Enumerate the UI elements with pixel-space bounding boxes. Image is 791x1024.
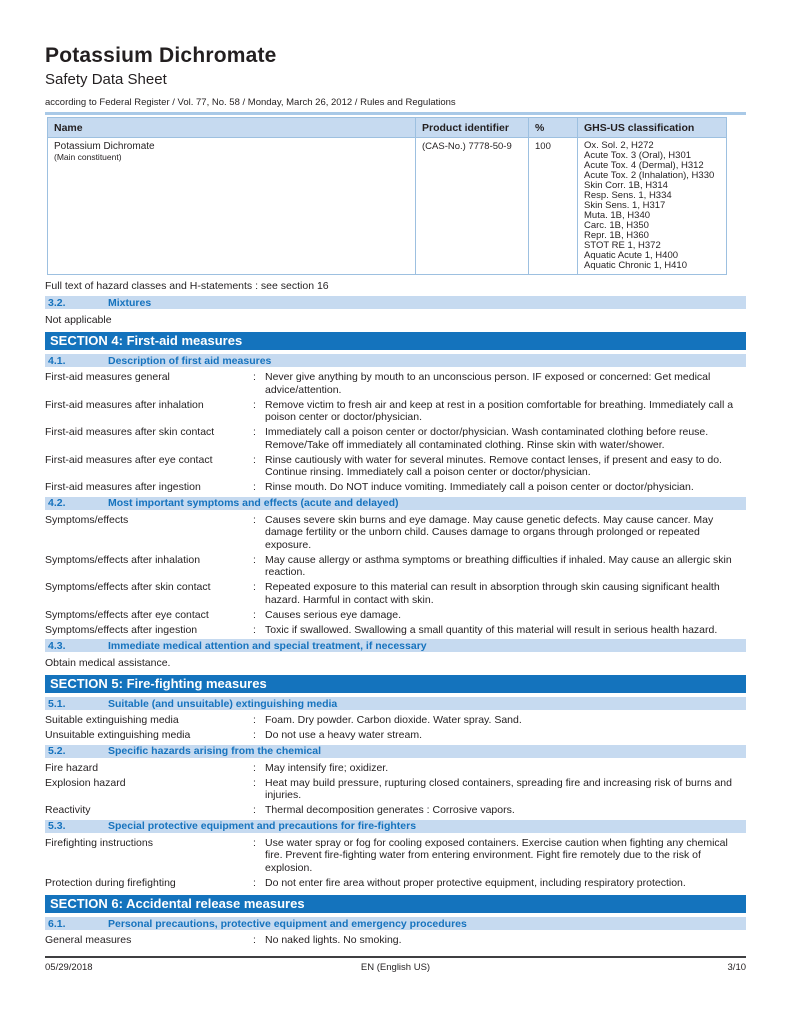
subsection-4-1 (45, 354, 746, 367)
field-row-first-aid-inhalation (45, 399, 746, 424)
field-value: Remove victim to fresh air and keep at rest in a position comfortable for breathing. Immediately call a poison center or doctor/physician. (265, 398, 734, 423)
field-label: Reactivity (45, 804, 91, 816)
field-value: Thermal decomposition generates : Corrosive vapors. (265, 804, 515, 816)
field-row-symptoms-eye (45, 609, 746, 622)
subsection-number: 5.2. (48, 745, 66, 757)
ghs-entry: Acute Tox. 2 (Inhalation), H330 (584, 170, 715, 181)
subsection-3-2 (45, 296, 746, 309)
not-applicable-text: Not applicable (45, 314, 112, 326)
field-row-first-aid-general (45, 371, 746, 396)
field-row-fire-hazard (45, 762, 746, 775)
field-label: Fire hazard (45, 761, 99, 774)
cell-percent: 100 (529, 138, 578, 275)
field-row-symptoms-inhalation (45, 554, 746, 579)
field-value: No naked lights. No smoking. (265, 934, 402, 946)
subsection-number: 4.1. (48, 354, 66, 367)
footer-date: 05/29/2018 (45, 962, 93, 973)
field-label: Symptoms/effects (45, 513, 129, 526)
ghs-entry: Aquatic Acute 1, H400 (584, 250, 679, 261)
field-row-first-aid-eye (45, 454, 746, 479)
subsection-5-2 (45, 745, 746, 758)
subsection-4-2 (45, 497, 746, 510)
subsection-5-3 (45, 820, 746, 833)
ghs-entry: Ox. Sol. 2, H272 (584, 140, 654, 151)
colon-separator: : (253, 581, 256, 593)
field-row-first-aid-ingestion (45, 481, 746, 494)
field-value: May intensify fire; oxidizer. (265, 761, 389, 774)
cell-ghs-classification (578, 138, 727, 275)
colon-separator: : (253, 453, 256, 466)
field-label: Symptoms/effects after skin contact (45, 581, 211, 593)
colon-separator: : (253, 553, 256, 566)
field-row-symptoms (45, 514, 746, 552)
field-row-suitable-media (45, 714, 746, 727)
section-5-header: SECTION 5: Fire-fighting measures (45, 675, 746, 693)
subsection-title: Suitable (and unsuitable) extinguishing media (108, 697, 338, 710)
subsection-title: Personal precautions, protective equipment and emergency procedures (108, 917, 467, 930)
field-value: Do not enter fire area without proper protective equipment, including respiratory protection. (265, 876, 686, 889)
field-row-symptoms-skin (45, 581, 746, 606)
colon-separator: : (253, 513, 256, 526)
cell-product-identifier: (CAS-No.) 7778-50-9 (416, 138, 529, 275)
subsection-number: 5.1. (48, 697, 66, 710)
field-value: Toxic if swallowed. Swallowing a small quantity of this material will result in serious health hazard. (265, 623, 718, 636)
ghs-entry: Muta. 1B, H340 (584, 210, 651, 221)
field-value: Rinse cautiously with water for several minutes. Remove contact lenses, if present and easy to do. Continue rinsing. Immediately call a poison center or doctor/physician. (265, 453, 722, 478)
footer-language: EN (English US) (360, 962, 431, 973)
field-label: First-aid measures general (45, 371, 170, 383)
table-row (48, 138, 727, 275)
field-label: First-aid measures after ingestion (45, 481, 201, 493)
ghs-entry: STOT RE 1, H372 (584, 240, 661, 251)
subsection-number: 4.2. (48, 497, 66, 509)
colon-separator: : (253, 729, 256, 741)
obtain-medical-text: Obtain medical assistance. (45, 657, 171, 669)
field-label: First-aid measures after inhalation (45, 398, 204, 411)
colon-separator: : (253, 761, 256, 774)
column-header-product-identifier: Product identifier (416, 118, 529, 138)
colon-separator: : (253, 776, 256, 789)
field-value: Rinse mouth. Do NOT induce vomiting. Immediately call a poison center or doctor/physician. (265, 481, 694, 493)
field-label: Symptoms/effects after inhalation (45, 553, 201, 566)
substance-name: Potassium Dichromate (54, 141, 155, 152)
subsection-number: 3.2. (48, 296, 66, 309)
field-value: Foam. Dry powder. Carbon dioxide. Water spray. Sand. (265, 714, 522, 726)
colon-separator: : (253, 836, 256, 849)
subsection-title: Description of first aid measures (108, 354, 272, 367)
regulation-line: according to Federal Register / Vol. 77, No. 58 / Monday, March 26, 2012 / Rules and Regulations (45, 97, 456, 108)
field-value: Causes serious eye damage. (265, 608, 401, 621)
colon-separator: : (253, 934, 256, 946)
header-divider (45, 112, 746, 115)
colon-separator: : (253, 876, 256, 889)
cell-name (48, 138, 416, 275)
field-value: May cause allergy or asthma symptoms or breathing difficulties if inhaled. May cause an allergic skin reaction. (265, 553, 732, 578)
subsection-title: Immediate medical attention and special treatment, if necessary (108, 639, 427, 652)
field-row-general-measures (45, 934, 746, 947)
page-title: Potassium Dichromate (45, 44, 277, 67)
substance-note: (Main constituent) (54, 152, 122, 162)
composition-table (47, 117, 727, 275)
colon-separator: : (253, 608, 256, 621)
field-label: Explosion hazard (45, 776, 126, 789)
section-4-header: SECTION 4: First-aid measures (45, 332, 746, 350)
field-value: Never give anything by mouth to an unconscious person. IF exposed or concerned: Get medical advice/attention. (265, 371, 711, 396)
colon-separator: : (253, 481, 256, 493)
field-value: Heat may build pressure, rupturing closed containers, spreading fire and increasing risk of burns and injuries. (265, 776, 732, 801)
field-value: Do not use a heavy water stream. (265, 729, 422, 741)
subsection-4-3 (45, 639, 746, 652)
field-row-reactivity (45, 804, 746, 817)
field-label: Suitable extinguishing media (45, 714, 179, 726)
field-label: Symptoms/effects after eye contact (45, 608, 209, 621)
ghs-entry: Aquatic Chronic 1, H410 (584, 260, 687, 271)
field-row-first-aid-skin (45, 426, 746, 451)
subsection-title: Mixtures (108, 296, 152, 309)
full-text-note: Full text of hazard classes and H-statements : see section 16 (45, 280, 329, 292)
ghs-entry: Skin Corr. 1B, H314 (584, 180, 668, 191)
colon-separator: : (253, 371, 256, 383)
page-subtitle: Safety Data Sheet (45, 71, 167, 88)
subsection-5-1 (45, 697, 746, 710)
field-value: Repeated exposure to this material can result in absorption through skin causing significant health hazard. Harmful in contact with skin. (265, 581, 720, 606)
ghs-entry: Skin Sens. 1, H317 (584, 200, 666, 211)
field-label: Firefighting instructions (45, 836, 153, 849)
field-row-explosion-hazard (45, 777, 746, 802)
subsection-title: Special protective equipment and precautions for fire-fighters (108, 820, 417, 832)
column-header-name: Name (48, 118, 416, 138)
subsection-6-1 (45, 917, 746, 930)
footer-page-number: 3/10 (727, 962, 747, 973)
page-footer (45, 956, 746, 973)
colon-separator: : (253, 623, 256, 636)
ghs-entry: Acute Tox. 4 (Dermal), H312 (584, 160, 704, 171)
subsection-number: 4.3. (48, 639, 66, 652)
field-label: Unsuitable extinguishing media (45, 729, 191, 741)
column-header-percent: % (529, 118, 578, 138)
field-row-unsuitable-media (45, 729, 746, 742)
colon-separator: : (253, 398, 256, 411)
field-value: Causes severe skin burns and eye damage. May cause genetic defects. May cause cancer. May damage fertility or the unborn child. Causes damage to organs through prolonged or repeated exposure. (265, 513, 714, 551)
colon-separator: : (253, 804, 256, 816)
subsection-title: Most important symptoms and effects (acute and delayed) (108, 497, 399, 509)
field-row-protection-during-firefighting (45, 877, 746, 890)
subsection-number: 6.1. (48, 917, 66, 930)
column-header-ghs: GHS-US classification (578, 118, 727, 138)
subsection-title: Specific hazards arising from the chemical (108, 745, 321, 757)
section-6-header: SECTION 6: Accidental release measures (45, 895, 746, 913)
colon-separator: : (253, 426, 256, 438)
field-row-symptoms-ingestion (45, 624, 746, 637)
ghs-entry: Repr. 1B, H360 (584, 230, 649, 241)
field-label: Protection during firefighting (45, 876, 176, 889)
subsection-number: 5.3. (48, 820, 66, 832)
field-label: First-aid measures after eye contact (45, 453, 213, 466)
field-value: Use water spray or fog for cooling exposed containers. Exercise caution when fighting any chemical fire. Prevent fire-fighting water from entering environment. Fight fire remotely due to the risk of explosion. (265, 836, 728, 874)
ghs-entry: Carc. 1B, H350 (584, 220, 649, 231)
field-row-firefighting-instructions (45, 837, 746, 875)
table-header-row (48, 118, 727, 138)
field-value: Immediately call a poison center or doctor/physician. Wash contaminated clothing before reuse. Remove/Take off immediately all contaminated clothing. Rinse skin with water/shower. (265, 426, 709, 451)
ghs-entry: Resp. Sens. 1, H334 (584, 190, 672, 201)
field-label: General measures (45, 934, 132, 946)
ghs-entry: Acute Tox. 3 (Oral), H301 (584, 150, 692, 161)
field-label: First-aid measures after skin contact (45, 426, 215, 438)
field-label: Symptoms/effects after ingestion (45, 623, 198, 636)
colon-separator: : (253, 714, 256, 726)
